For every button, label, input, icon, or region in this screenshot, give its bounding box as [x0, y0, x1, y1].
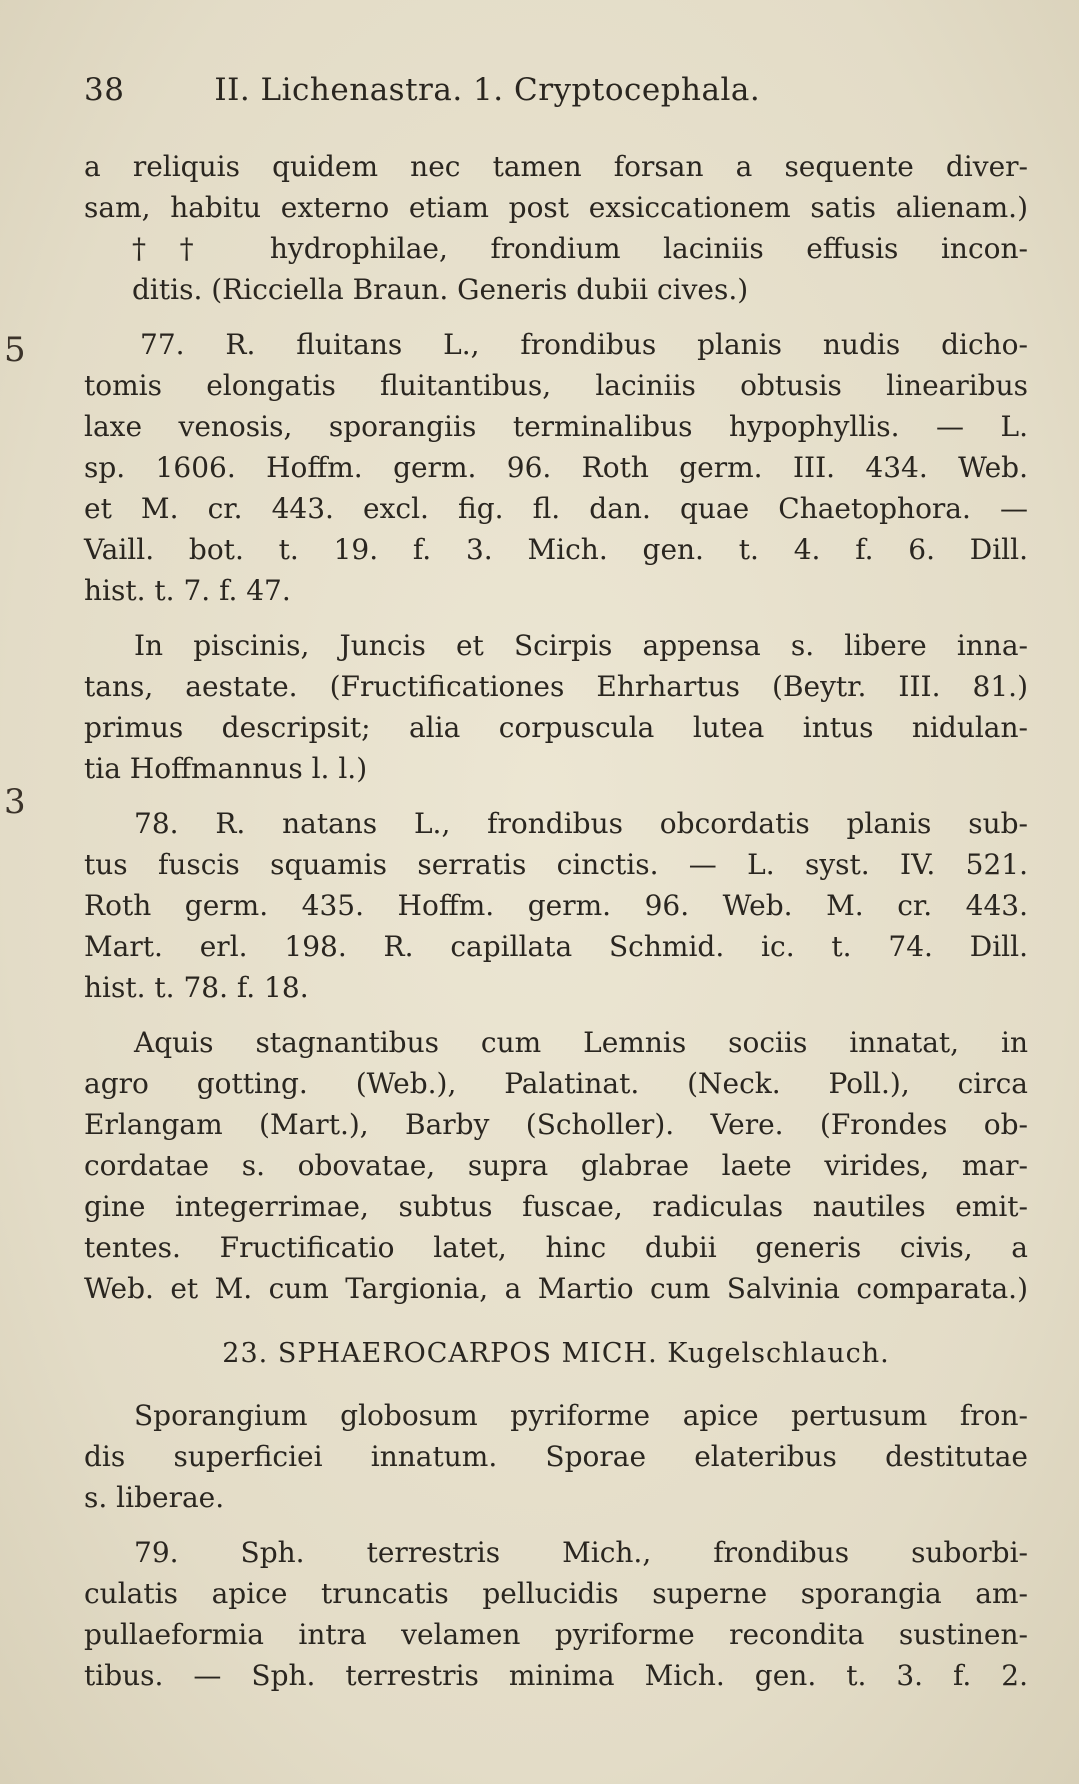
margin-annotation: 3 — [4, 782, 26, 822]
text-line: tans, aestate. (Fructificationes Ehrhartus (Beytr. III. 81.) — [84, 670, 1028, 703]
species-heading: 78. R. natans L., frondibus obcordatis planis sub- — [134, 807, 1028, 840]
text-line: Roth germ. 435. Hoffm. germ. 96. Web. M. cr. 443. — [84, 889, 1028, 922]
text-line: Erlangam (Mart.), Barby (Scholler). Vere. (Frondes ob- — [84, 1108, 1028, 1141]
text-line: tibus. — Sph. terrestris minima Mich. gen. t. 3. f. 2. — [84, 1659, 1028, 1692]
margin-annotation: 5 — [4, 330, 26, 370]
text-line: hist. t. 78. f. 18. — [84, 971, 309, 1004]
text-line: Web. et M. cum Targionia, a Martio cum Salvinia comparata.) — [84, 1272, 1028, 1305]
text-line: tomis elongatis fluitantibus, laciniis obtusis linearibus — [84, 369, 1028, 402]
species-heading: 79. Sph. terrestris Mich., frondibus suborbi- — [134, 1536, 1028, 1569]
text-line: et M. cr. 443. excl. fig. fl. dan. quae Chaetophora. — — [84, 492, 1028, 525]
species-heading: 77. R. fluitans L., frondibus planis nudis dicho- — [140, 328, 1028, 361]
text-line: †† hydrophilae, frondium laciniis effusis incon- — [132, 232, 1028, 265]
text-line: sp. 1606. Hoffm. germ. 96. Roth germ. III. 434. Web. — [84, 451, 1028, 484]
text-line: a reliquis quidem nec tamen forsan a sequente diver- — [84, 150, 1028, 183]
text-line: gine integerrimae, subtus fuscae, radiculas nautiles emit- — [84, 1190, 1028, 1223]
text-line: In piscinis, Juncis et Scirpis appensa s. libere inna- — [134, 629, 1028, 662]
text-line: ditis. (Ricciella Braun. Generis dubii cives.) — [132, 273, 749, 306]
text-line: hist. t. 7. f. 47. — [84, 574, 291, 607]
text-line: cordatae s. obovatae, supra glabrae laete virides, mar- — [84, 1149, 1028, 1182]
text-line: agro gotting. (Web.), Palatinat. (Neck. Poll.), circa — [84, 1067, 1028, 1100]
text-line: Sporangium globosum pyriforme apice pertusum fron- — [134, 1399, 1028, 1432]
running-title: II. Lichenastra. 1. Cryptocephala. — [214, 72, 761, 108]
text-line: s. liberae. — [84, 1481, 225, 1514]
text-line: tus fuscis squamis serratis cinctis. — L. syst. IV. 521. — [84, 848, 1028, 881]
text-line: tentes. Fructificatio latet, hinc dubii generis civis, a — [84, 1231, 1028, 1264]
page-header — [84, 72, 1014, 108]
text-line: Mart. erl. 198. R. capillata Schmid. ic. t. 74. Dill. — [84, 930, 1028, 963]
text-line: dis superficiei innatum. Sporae elateribus destitutae — [84, 1440, 1028, 1473]
text-line: pullaeformia intra velamen pyriforme recondita sustinen- — [84, 1618, 1028, 1651]
body-text — [84, 146, 1028, 1696]
text-line: laxe venosis, sporangiis terminalibus hypophyllis. — L. — [84, 410, 1028, 443]
text-line: Vaill. bot. t. 19. f. 3. Mich. gen. t. 4. f. 6. Dill. — [84, 533, 1028, 566]
text-line: tia Hoffmannus l. l.) — [84, 752, 368, 785]
page-number: 38 — [84, 72, 125, 108]
genus-heading: 23. SPHAEROCARPOS MICH. Kugelschlauch. — [222, 1338, 890, 1369]
text-line: primus descripsit; alia corpuscula lutea intus nidulan- — [84, 711, 1028, 744]
text-line: culatis apice truncatis pellucidis superne sporangia am- — [84, 1577, 1028, 1610]
text-line: Aquis stagnantibus cum Lemnis sociis innatat, in — [134, 1026, 1028, 1059]
text-line: sam, habitu externo etiam post exsiccationem satis alienam.) — [84, 191, 1028, 224]
